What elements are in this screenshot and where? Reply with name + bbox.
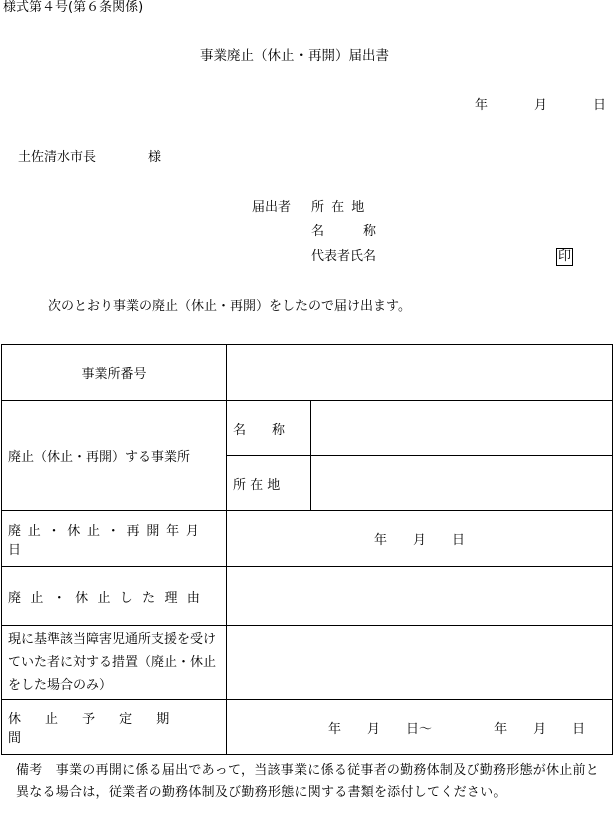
office-address-label: 所 在 地 bbox=[227, 456, 311, 511]
addressee-suffix: 様 bbox=[148, 150, 162, 165]
reason-label: 廃止・休止した理由 bbox=[2, 567, 227, 626]
planned-period-label: 休止予定期間 bbox=[2, 700, 227, 755]
office-address-field[interactable] bbox=[311, 456, 613, 511]
office-name-label: 名 称 bbox=[227, 401, 311, 456]
office-label: 廃止（休止・再開）する事業所 bbox=[2, 401, 227, 511]
change-date-label: 廃止・休止・再開年月日 bbox=[2, 511, 227, 567]
planned-period-field[interactable]: 年 月 日～ 年 月 日 bbox=[227, 700, 613, 755]
table-row bbox=[2, 626, 613, 700]
reason-field[interactable] bbox=[227, 567, 613, 626]
office-number-label: 事業所番号 bbox=[2, 345, 227, 401]
office-number-field[interactable] bbox=[227, 345, 613, 401]
seal-mark: 印 bbox=[558, 249, 572, 264]
document-title: 事業廃止（休止・再開）届出書 bbox=[200, 48, 389, 64]
notifier-address-label: 所 在 地 bbox=[311, 200, 365, 215]
table-row bbox=[2, 567, 613, 626]
date-year-label: 年 bbox=[475, 98, 489, 113]
date-day-label: 日 bbox=[593, 98, 607, 113]
date-month-label: 月 bbox=[534, 98, 548, 113]
form-number: 様式第４号(第６条関係) bbox=[3, 0, 144, 15]
representative-name-label: 代表者氏名 bbox=[311, 249, 377, 264]
change-date-field[interactable]: 年 月 日 bbox=[227, 511, 613, 567]
table-row bbox=[2, 345, 613, 401]
addressee: 土佐清水市長 bbox=[18, 150, 97, 165]
office-name-field[interactable] bbox=[311, 401, 613, 456]
measures-field[interactable] bbox=[227, 626, 613, 700]
remarks-note: 備考 事業の再開に係る届出であって，当該事業に係る従事者の勤務体制及び勤務形態が休止前と異なる場合は，従業者の勤務体制及び勤務形態に関する書類を添付してください。 bbox=[16, 763, 600, 800]
notification-table bbox=[1, 344, 613, 755]
measures-label: 現に基準該当障害児通所支援を受けていた者に対する措置（廃止・休止をした場合のみ） bbox=[2, 626, 227, 700]
table-row bbox=[2, 401, 613, 456]
notifier-label: 届出者 bbox=[252, 200, 292, 215]
table-row bbox=[2, 700, 613, 755]
intro-text: 次のとおり事業の廃止（休止・再開）をしたので届け出ます。 bbox=[48, 299, 411, 314]
notifier-name-label: 名 称 bbox=[311, 224, 377, 239]
table-row bbox=[2, 511, 613, 567]
